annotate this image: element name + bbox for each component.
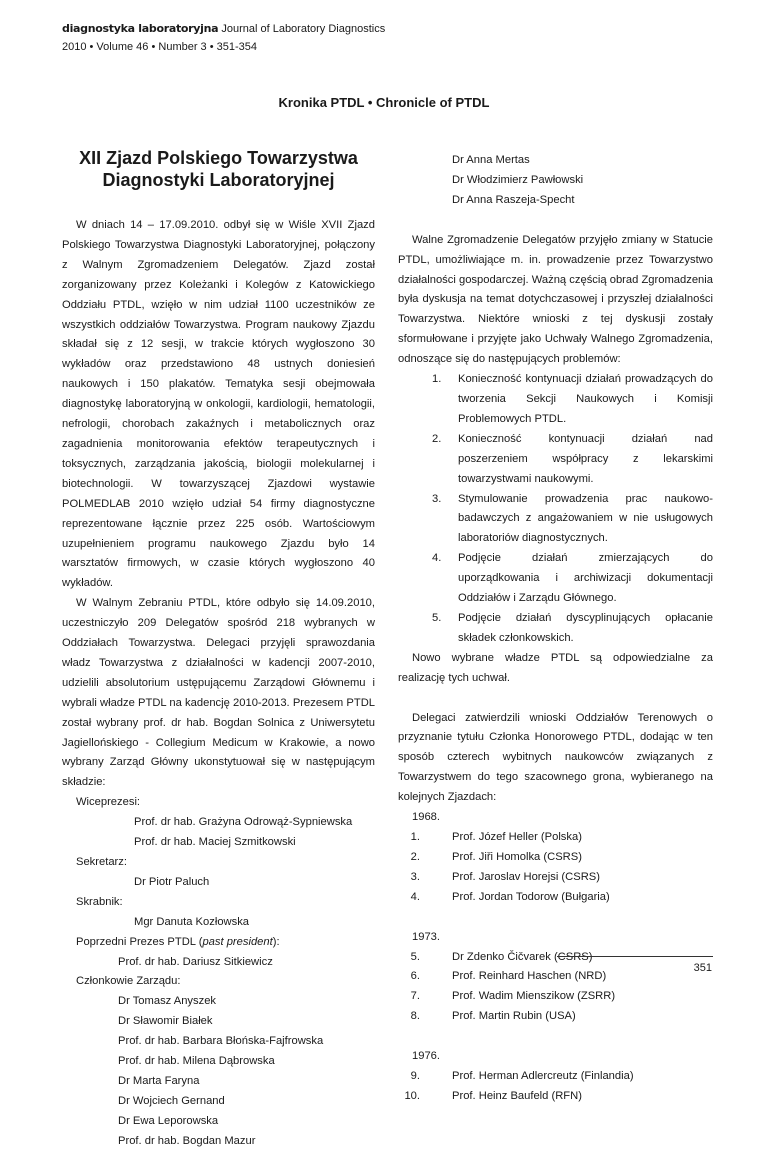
- list-item: 4. Prof. Jordan Todorow (Bułgaria): [410, 890, 610, 903]
- article-title-line1: XII Zjazd Polskiego Towarzystwa: [79, 148, 358, 168]
- honorary-year: 1976.: [412, 1050, 440, 1063]
- honorary-year: 1968.: [412, 811, 440, 824]
- list-item: 6. Prof. Reinhard Haschen (NRD): [410, 970, 607, 983]
- paragraph-statute: Walne Zgromadzenie Delegatów przyjęło zmiany w Statucie PTDL, umożliwiające m. in. prowadzenie przez Towarzystwo działalności gospodarczej. Ważną częścią obrad Zgromadzenia była dyskusja na temat dotychczasowej i przyszłej działalności Towarzystwa. Niektóre wnioski z tej dyskusji zostały sformułowane i przyjęte jako Uchwały Walnego Zgromadzenia, odnoszące się do następujących problemów:: [398, 233, 713, 366]
- board-member: Dr Anna Mertas: [452, 154, 530, 166]
- honorary-members-list: [398, 808, 713, 1107]
- list-item: 1. Prof. Józef Heller (Polska): [410, 831, 582, 843]
- list-item: 1. Konieczność kontynuacji działań prowadzących do tworzenia Sekcji Naukowych i Komisji Problemowych PTDL.: [432, 373, 713, 425]
- resolutions-list: [398, 370, 713, 649]
- left-column: [62, 147, 375, 1152]
- paragraph-congress: W dniach 14 – 17.09.2010. odbył się w Wiśle XVII Zjazd Polskiego Towarzystwa Diagnostyki Laboratoryjnej, połączony z Walnym Zgromadzeniem Delegatów. Zjazd został zorganizowany przez Koleżanki i Kolegów z Katowickiego Oddziału PTDL, wzięło w nim udział 1100 uczestników ze wszystkich oddziałów Towarzystwa. Program naukowy Zjazdu składał się z 12 sesji, w trakcie których wygłoszono 30 wykładów oraz przedstawiono 48 ustnych doniesień naukowych i 150 plakatów. Tematyka sesji obejmowała diagnostykę laboratoryjną w onkologii, kardiologii, hematologii, nefrologii, chorobach zakaźnych i metabolicznych oraz zagadnienia monitorowania efektów terapeutycznych i toksycznych, zarządzania jakością, biologii molekularnej i biotechnologii. W towarzyszącej Zjazdowi wystawie POLMEDLAB 2010 wzięło udział 54 firmy diagnostyczne reprezentowane łącznie przez 225 osób. Wartościowym uzupełnieniem programu naukowego Zjazdu było 14 warsztatów firmowych, w czasie których wygłoszono 40 wykładów.: [62, 219, 375, 590]
- board-member: Dr Anna Raszeja-Specht: [452, 193, 575, 206]
- footer-divider: [557, 956, 713, 957]
- paragraph-responsibility: Nowo wybrane władze PTDL są odpowiedzialne za realizację tych uchwał.: [398, 651, 713, 684]
- list-item: 4. Podjęcie działań zmierzających do uporządkowania i archiwizacji dokumentacji Oddziałów i Zarządu Głównego.: [432, 552, 713, 605]
- board-members-label: Członkowie Zarządu:: [76, 975, 181, 988]
- treasurer-name: Mgr Danuta Kozłowska: [134, 915, 250, 928]
- journal-brand: diagnostyka laboratoryjna: [62, 22, 219, 35]
- list-item: 9. Prof. Herman Adlercreutz (Finlandia): [410, 1070, 634, 1083]
- list-item: 3. Stymulowanie prowadzenia prac naukowo-badawczych z angażowaniem w nie usługowych laboratoriów diagnostycznych.: [432, 492, 713, 545]
- past-president-name: Prof. dr hab. Dariusz Sitkiewicz: [118, 955, 273, 968]
- list-item: 3. Prof. Jaroslav Horejsi (CSRS): [410, 870, 600, 883]
- article-title: [62, 147, 375, 191]
- board-member: Dr Wojciech Gernand: [118, 1094, 225, 1107]
- journal-title-line: [62, 20, 385, 38]
- journal-name: Journal of Laboratory Diagnostics: [221, 23, 386, 35]
- list-item: 8. Prof. Martin Rubin (USA): [410, 1010, 576, 1023]
- secretary-name: Dr Piotr Paluch: [134, 875, 210, 888]
- treasurer-label: Skrabnik:: [76, 895, 123, 908]
- list-item: 7. Prof. Wadim Mienszikow (ZSRR): [410, 990, 616, 1003]
- board-member: Dr Włodzimierz Pawłowski: [452, 173, 584, 186]
- section-title: Kronika PTDL • Chronicle of PTDL: [278, 95, 490, 110]
- page-number: 351: [693, 962, 712, 974]
- board-member: Prof. dr hab. Bogdan Mazur: [118, 1134, 256, 1147]
- honorary-year: 1973.: [412, 930, 440, 943]
- list-item: 2. Prof. Jiři Homolka (CSRS): [410, 850, 582, 863]
- list-item: 10. Prof. Heinz Baufeld (RFN): [404, 1089, 582, 1102]
- journal-header: [62, 20, 385, 56]
- board-member: Dr Ewa Leporowska: [118, 1114, 219, 1127]
- vice-presidents-label: Wiceprezesi:: [76, 796, 141, 809]
- board-member: Dr Marta Faryna: [118, 1074, 200, 1087]
- vice-president: Prof. dr hab. Grażyna Odrowąż-Sypniewska: [134, 816, 353, 829]
- board-member: Dr Sławomir Białek: [118, 1015, 213, 1028]
- vice-president: Prof. dr hab. Maciej Szmitkowski: [134, 836, 296, 849]
- list-item: 5. Podjęcie działań dyscyplinujących opłacanie składek członkowskich.: [432, 611, 713, 644]
- past-president-term: past president: [202, 935, 273, 948]
- article-title-line2: Diagnostyki Laboratoryjnej: [102, 170, 335, 190]
- list-item: 2. Konieczność kontynuacji działań nad poszerzeniem współpracy z lekarskimi towarzystwami naukowymi.: [432, 432, 713, 485]
- secretary-label: Sekretarz:: [76, 856, 127, 868]
- journal-issue: 2010 • Volume 46 • Number 3 • 351-354: [62, 41, 258, 53]
- board-member: Prof. dr hab. Milena Dąbrowska: [118, 1055, 275, 1068]
- paragraph-general-meeting: W Walnym Zebraniu PTDL, które odbyło się 14.09.2010, uczestniczyło 209 Delegatów spośród 218 wybranych w Oddziałach Towarzystwa. Delegaci przyjęli sprawozdania władz Towarzystwa z działalności w kadencji 2007-2010, udzielili absolutorium ustępującemu Zarządowi Głównemu i wybrali władze PTDL na kadencję 2010-2013. Prezesem PTDL został wybrany prof. dr hab. Bogdan Solnica z Uniwersytetu Jagiellońskiego - Collegium Medicum w Krakowie, a nowo wybrany Zarząd Główny ukonstytuował się w następującym składzie:: [62, 597, 375, 789]
- list-item: 5. Dr Zdenko Čičvarek (CSRS): [410, 950, 593, 963]
- right-column: [398, 151, 713, 1107]
- board-member: Prof. dr hab. Barbara Błońska-Fajfrowska: [118, 1035, 324, 1048]
- past-president-label: Poprzedni Prezes PTDL (past president):: [76, 935, 280, 948]
- board-member: Dr Tomasz Anyszek: [118, 995, 217, 1008]
- paragraph-honorary: Delegaci zatwierdzili wnioski Oddziałów Terenowych o przyznanie tytułu Członka Honorowego PTDL, dodając w ten sposób czterech wybitnych naukowców związanych z Towarzystwem do tego szacownego grona, wybieranego na kolejnych Zjazdach:: [398, 711, 713, 804]
